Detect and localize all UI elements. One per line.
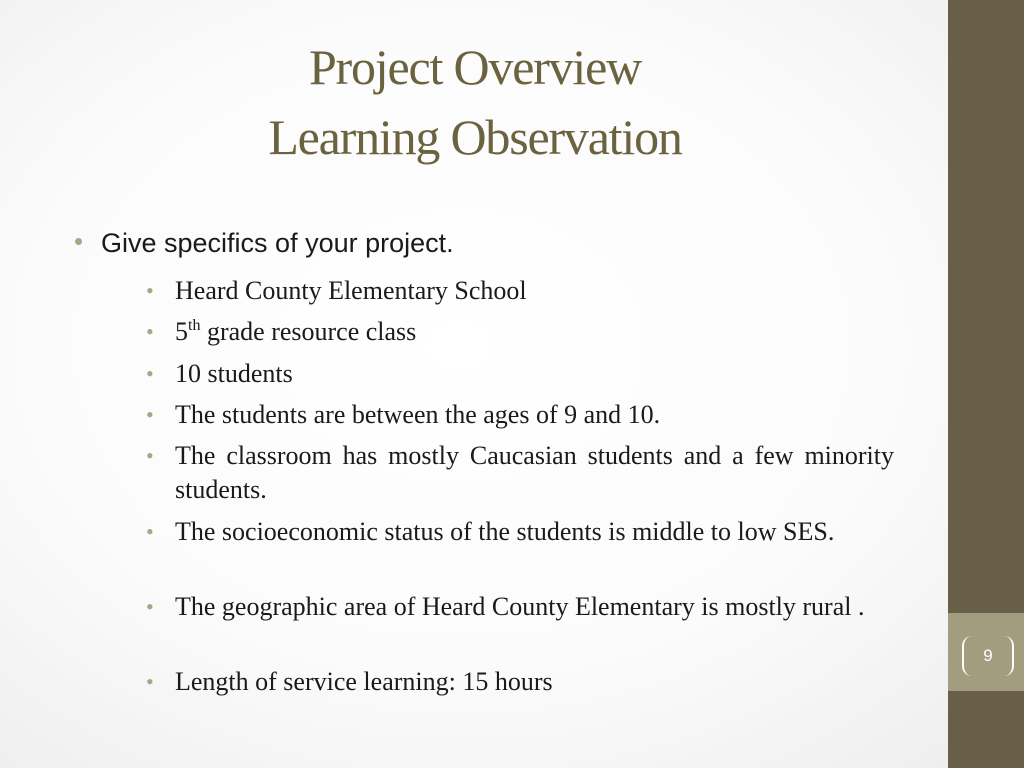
- sub-bullet-text: The geographic area of Heard County Elementary is mostly rural .: [175, 592, 865, 621]
- title-line-1: Project Overview: [308, 39, 642, 95]
- sub-bullet-text: 5th grade resource class: [175, 317, 417, 346]
- page-number: 9: [962, 636, 1014, 676]
- sub-bullet-text: 10 students: [175, 359, 293, 388]
- sub-bullet: [146, 274, 894, 308]
- sub-bullet-text: Length of service learning: 15 hours: [175, 667, 553, 696]
- sub-bullet-text: The students are between the ages of 9 and 10.: [175, 400, 661, 429]
- sub-bullet-text: The socioeconomic status of the students is middle to low SES.: [175, 517, 835, 546]
- bullet-dot-icon: •: [146, 278, 154, 303]
- bullet-dot-icon: •: [146, 669, 154, 694]
- sub-bullet: [146, 590, 894, 624]
- sub-bullet: [146, 439, 894, 507]
- sub-bullet: [146, 515, 894, 549]
- title-line-2: Learning Observation: [268, 109, 682, 165]
- bullet-dot-icon: •: [146, 402, 154, 427]
- sub-bullet: [146, 357, 894, 391]
- bullet-dot-icon: •: [146, 443, 154, 468]
- bullet-dot-icon: •: [146, 519, 154, 544]
- bullet-dot-icon: •: [146, 361, 154, 386]
- sub-bullet-text: The classroom has mostly Caucasian students and a few minority students.: [175, 441, 894, 504]
- bullet-dot-icon: •: [74, 226, 84, 256]
- sub-bullet: [146, 398, 894, 432]
- bullet-dot-icon: •: [146, 594, 154, 619]
- main-bullet-text: Give specifics of your project.: [101, 228, 454, 258]
- sub-bullet-text: Heard County Elementary School: [175, 276, 527, 305]
- ordinal-suffix: th: [188, 317, 201, 334]
- bullet-dot-icon: •: [146, 319, 154, 344]
- sub-bullet: [146, 315, 894, 349]
- sub-bullet: [146, 665, 894, 699]
